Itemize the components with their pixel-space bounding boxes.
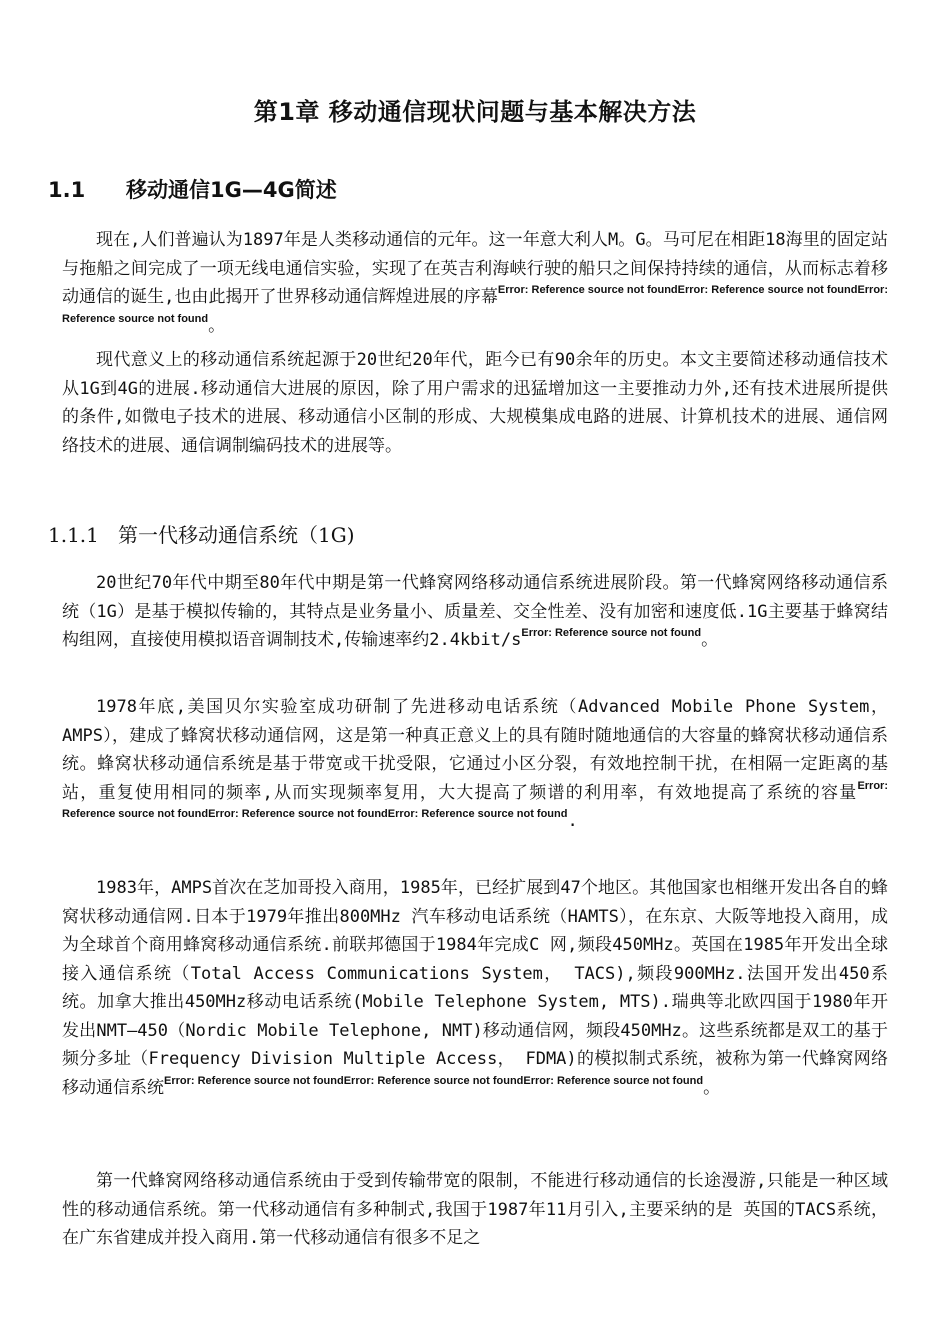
section-heading-1-1-1: [48, 519, 355, 548]
paragraph-text: 20世纪70年代中期至80年代中期是第一代蜂窝网络移动通信系统进展阶段。第一代蜂窝网络移动通信系统（1G）是基于模拟传输的，其特点是业务量小、质量差、交全性差、没有加密和速度低.1G主要基于蜂窝结构组网，直接使用模拟语音调制技术,传输速率约2.4kbit/s: [62, 573, 888, 650]
section-heading-1-1: [48, 174, 337, 204]
paragraph-text: 现代意义上的移动通信系统起源于20世纪20年代，距今已有90余年的历史。本文主要简述移动通信技术从1G到4G的进展.移动通信大进展的原因，除了用户需求的迅猛增加这一主要推动力外,还有技术进展所提供的条件,如微电子技术的进展、移动通信小区制的形成、大规模集成电路的进展、计算机技术的进展、通信网络技术的进展、通信调制编码技术的进展等。: [62, 350, 888, 456]
paragraph: [62, 226, 888, 340]
paragraph-text: 现在,人们普遍认为1897年是人类移动通信的元年。这一年意大利人M。G。马可尼在相距18海里的固定站与拖船之间完成了一项无线电通信实验，实现了在英吉利海峡行驶的船只之间保持持续的通信，从而标志着移动通信的诞生,也由此揭开了世界移动通信辉煌进展的序幕: [62, 230, 888, 307]
paragraph-end: .: [567, 811, 578, 831]
paragraph: [62, 1167, 888, 1253]
reference-error: Error: Reference source not found: [521, 627, 702, 639]
section-title: 第一代移动通信系统（1G): [118, 523, 355, 547]
paragraph: [62, 346, 888, 460]
reference-error: Error: Reference source not foundError: Reference source not foundError: Reference source not found: [164, 1074, 704, 1087]
section-number: 1.1: [48, 178, 86, 202]
paragraph-text: 1983年，AMPS首次在芝加哥投入商用，1985年，已经扩展到47个地区。其他国家也相继开发出各自的蜂窝状移动通信网.日本于1979年推出800MHz 汽车移动电话系统（HAMTS），在东京、大阪等地投入商用，成为全球首个商用蜂窝移动通信系统.前联邦德国于1984年完成C 网,频段450MHz。英国在1985年开发出全球接入通信系统（Total Access Communications System， TACS),频段900MHz.法国开发出450系统。加拿大推出450MHz移动电话系统(Mobile Telephone System, MTS).瑞典等北欧四国于1980年开发出NMT—450（Nordic Mobile Telephone, NMT)移动通信网，频段450MHz。这些系统都是双工的基于频分多址（Frequency Division Multiple Access， FDMA)的模拟制式系统，被称为第一代蜂窝网络移动通信系统: [62, 878, 888, 1098]
paragraph: [62, 874, 888, 1102]
paragraph-text: 1978年底,美国贝尔实验室成功研制了先进移动电话系统（Advanced Mobile Phone System， AMPS），建成了蜂窝状移动通信网，这是第一种真正意义上的具有随时随地通信的大容量的蜂窝状移动通信系统。蜂窝状移动通信系统是基于带宽或干扰受限，它通过小区分裂，有效地控制干扰，在相隔一定距离的基站，重复使用相同的频率,从而实现频率复用，大大提高了频谱的利用率，有效地提高了系统的容量: [62, 697, 888, 803]
paragraph-end: 。: [703, 1077, 721, 1098]
paragraph-end: 。: [701, 630, 719, 650]
reference-error: Error: Reference source not foundError: Reference source not foundError: Reference source not found: [62, 284, 889, 325]
chapter-title: 第1章 移动通信现状问题与基本解决方法: [253, 98, 697, 126]
section-number: 1.1.1: [48, 523, 99, 547]
reference-error: Error: Reference source not foundError: Reference source not foundError: Reference source not found: [62, 779, 888, 820]
paragraph: [62, 693, 888, 836]
paragraph-text: 第一代蜂窝网络移动通信系统由于受到传输带宽的限制，不能进行移动通信的长途漫游,只能是一种区域性的移动通信系统。第一代移动通信有多种制式,我国于1987年11月引入,主要采纳的是 英国的TACS系统，在广东省建成并投入商用.第一代移动通信有很多不足之: [62, 1171, 888, 1248]
paragraph: [62, 569, 888, 655]
paragraph-end: 。: [208, 315, 226, 336]
section-title: 移动通信1G—4G简述: [126, 178, 337, 202]
